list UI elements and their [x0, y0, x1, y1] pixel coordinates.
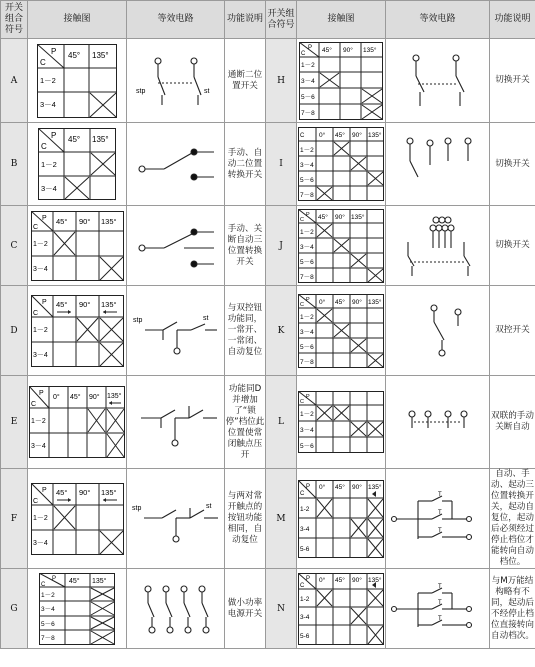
svg-text:3－4: 3－4 [300, 427, 314, 434]
table-row [1, 206, 535, 286]
contact-diagram [297, 286, 386, 376]
svg-text:45°: 45° [68, 135, 81, 144]
table-row [1, 39, 535, 123]
svg-text:45°: 45° [335, 483, 345, 491]
equivalent-circuit [386, 569, 490, 649]
contact-grid-l [298, 391, 384, 453]
code-cell: M [266, 469, 297, 569]
svg-text:C: C [300, 399, 304, 405]
circuit-k [396, 298, 480, 364]
svg-text:1－2: 1－2 [40, 75, 56, 85]
svg-text:3-4: 3-4 [300, 525, 310, 533]
svg-text:135°: 135° [368, 132, 382, 139]
equivalent-circuit [127, 569, 225, 649]
svg-text:C: C [300, 490, 305, 497]
contact-diagram [297, 206, 386, 286]
svg-text:P: P [51, 131, 57, 140]
svg-text:90°: 90° [78, 487, 90, 497]
svg-text:90°: 90° [78, 299, 90, 309]
svg-text:P: P [308, 44, 313, 51]
svg-text:3－4: 3－4 [31, 443, 46, 450]
svg-text:3－4: 3－4 [300, 162, 314, 169]
function-description: 与M万能结构略有不同，起动后不经停止档位直接转向自动档次。 [490, 569, 535, 649]
contact-diagram [28, 39, 127, 123]
code-cell: E [1, 376, 28, 469]
code-cell: L [266, 376, 297, 469]
table-row [1, 286, 535, 376]
svg-text:135°: 135° [351, 213, 365, 221]
contact-diagram [297, 123, 386, 206]
svg-text:P: P [41, 486, 47, 494]
svg-text:P: P [306, 211, 310, 218]
equivalent-circuit [127, 39, 225, 123]
svg-text:3－4: 3－4 [301, 77, 315, 85]
svg-text:1－2: 1－2 [41, 160, 57, 169]
svg-text:90°: 90° [352, 576, 362, 584]
code-cell: G [1, 569, 28, 649]
header-row [1, 1, 535, 39]
svg-text:135°: 135° [92, 135, 109, 144]
contact-grid-h [299, 42, 383, 120]
svg-text:P: P [52, 575, 57, 582]
circuit-d [131, 300, 221, 362]
svg-text:45°: 45° [335, 576, 345, 584]
code-cell: C [1, 206, 28, 286]
svg-text:5－6: 5－6 [300, 443, 314, 450]
svg-text:45°: 45° [70, 394, 81, 401]
contact-grid-b [38, 128, 116, 200]
svg-text:45°: 45° [55, 216, 67, 226]
equivalent-circuit [127, 469, 225, 569]
svg-text:7－8: 7－8 [41, 634, 55, 642]
contact-grid-a [37, 44, 117, 118]
svg-text:90°: 90° [78, 216, 90, 226]
equivalent-circuit [386, 286, 490, 376]
svg-text:T: T [437, 599, 442, 606]
svg-text:135°: 135° [100, 487, 117, 497]
circuit-e [131, 390, 221, 454]
contact-grid-f [31, 483, 124, 555]
svg-text:135°: 135° [100, 299, 117, 309]
svg-text:T: T [437, 509, 442, 516]
function-description: 手动、关断自动三位置转换开关 [225, 206, 266, 286]
svg-text:P: P [41, 298, 47, 306]
table-row [1, 569, 535, 649]
svg-text:90°: 90° [89, 394, 100, 401]
circuit-n [388, 579, 488, 639]
svg-text:45°: 45° [335, 298, 345, 306]
svg-text:1－2: 1－2 [32, 240, 48, 248]
contact-grid-k [298, 294, 384, 368]
svg-text:90°: 90° [343, 46, 353, 54]
svg-text:C: C [300, 133, 305, 139]
contact-diagram [28, 206, 127, 286]
function-description: 手动、自动二位置转换开关 [225, 123, 266, 206]
svg-text:1－2: 1－2 [41, 591, 55, 599]
equivalent-circuit [127, 123, 225, 206]
circuit-a [134, 51, 218, 111]
equivalent-circuit [386, 469, 490, 569]
svg-text:90°: 90° [335, 213, 345, 221]
svg-text:1－2: 1－2 [300, 147, 314, 154]
svg-text:T: T [437, 583, 442, 590]
contact-grid-g [39, 573, 115, 645]
svg-text:7－8: 7－8 [301, 109, 315, 117]
contact-diagram [297, 469, 386, 569]
contact-diagram [28, 469, 127, 569]
svg-text:1－2: 1－2 [301, 61, 315, 69]
code-cell: J [266, 206, 297, 286]
code-cell: F [1, 469, 28, 569]
svg-text:0°: 0° [319, 132, 326, 139]
contact-diagram [297, 376, 386, 469]
svg-text:C: C [300, 301, 304, 308]
code-cell: I [266, 123, 297, 206]
table-row [1, 376, 535, 469]
svg-text:P: P [51, 46, 57, 56]
contact-grid-c [31, 211, 124, 281]
code-cell: N [266, 569, 297, 649]
svg-text:st: st [205, 502, 211, 510]
function-description: 与两对常开触点的按钮功能相同，自动复位 [225, 469, 266, 569]
svg-text:5－6: 5－6 [41, 620, 55, 628]
header-circuit-left: 等效电路 [127, 1, 225, 39]
svg-text:stp: stp [132, 316, 142, 324]
table-row [1, 469, 535, 569]
function-description: 切换开关 [490, 39, 535, 123]
svg-text:7－8: 7－8 [300, 273, 314, 281]
header-circuit-right: 等效电路 [386, 1, 490, 39]
code-cell: B [1, 123, 28, 206]
svg-text:3-4: 3-4 [300, 613, 310, 621]
svg-text:3－4: 3－4 [41, 605, 55, 613]
svg-text:135°: 135° [92, 50, 109, 60]
svg-text:1-2: 1-2 [300, 505, 310, 513]
code-cell: K [266, 286, 297, 376]
svg-text:C: C [41, 581, 46, 588]
header-function-left: 功能说明 [225, 1, 266, 39]
contact-grid-d [31, 295, 124, 367]
svg-text:C: C [31, 401, 37, 408]
contact-diagram [28, 376, 127, 469]
svg-text:5－6: 5－6 [300, 177, 314, 184]
svg-text:3－4: 3－4 [41, 184, 57, 193]
equivalent-circuit [127, 376, 225, 469]
svg-text:stp: stp [135, 87, 145, 95]
function-description: 双联的手动关断自动 [490, 376, 535, 469]
header-contact-right: 接触图 [297, 1, 386, 39]
header-function-right: 功能说明 [490, 1, 535, 39]
svg-text:5－6: 5－6 [300, 258, 314, 266]
function-description: 与双控钮功能同，一常开、一常闭、自动复位 [225, 286, 266, 376]
function-description: 切换开关 [490, 123, 535, 206]
svg-text:C: C [32, 497, 38, 505]
contact-grid-e [29, 386, 125, 458]
contact-grid-n [298, 573, 384, 645]
circuit-i [396, 131, 480, 197]
svg-text:5－6: 5－6 [300, 343, 314, 351]
svg-text:135°: 135° [92, 577, 107, 585]
table-row [1, 123, 535, 206]
svg-text:45°: 45° [55, 487, 67, 497]
svg-text:3－4: 3－4 [40, 99, 56, 109]
svg-text:7－8: 7－8 [300, 192, 314, 199]
circuit-b [134, 139, 218, 189]
svg-text:135°: 135° [100, 216, 117, 226]
svg-text:5-6: 5-6 [300, 632, 310, 640]
contact-diagram [297, 569, 386, 649]
svg-text:90°: 90° [352, 298, 362, 306]
svg-text:C: C [32, 223, 38, 231]
svg-text:45°: 45° [318, 213, 328, 221]
svg-text:135°: 135° [363, 46, 377, 54]
svg-text:5－6: 5－6 [301, 93, 315, 101]
svg-text:45°: 45° [335, 132, 345, 139]
svg-text:st: st [203, 87, 209, 95]
svg-text:C: C [300, 582, 305, 589]
svg-text:135°: 135° [368, 576, 382, 584]
equivalent-circuit [386, 206, 490, 286]
svg-text:stp: stp [131, 504, 141, 512]
svg-text:C: C [41, 142, 47, 151]
svg-text:T: T [437, 615, 442, 622]
svg-text:135°: 135° [107, 393, 122, 400]
equivalent-circuit [386, 39, 490, 123]
svg-text:3－4: 3－4 [300, 243, 314, 251]
contact-grid-i [298, 127, 384, 201]
circuit-l [396, 402, 480, 442]
code-cell: D [1, 286, 28, 376]
svg-text:135°: 135° [368, 298, 382, 306]
equivalent-circuit [127, 286, 225, 376]
svg-text:P: P [306, 483, 311, 490]
circuit-m [388, 487, 488, 551]
equivalent-circuit [386, 376, 490, 469]
svg-text:T: T [437, 527, 442, 534]
svg-text:3－4: 3－4 [32, 265, 48, 273]
svg-text:0°: 0° [53, 394, 60, 401]
svg-text:C: C [40, 57, 46, 67]
contact-grid-j [298, 209, 384, 283]
svg-text:7－8: 7－8 [300, 358, 314, 366]
svg-text:45°: 45° [322, 46, 332, 54]
function-description: 双控开关 [490, 286, 535, 376]
svg-text:1－2: 1－2 [32, 326, 48, 334]
svg-text:C: C [300, 216, 304, 223]
function-description: 功能同D并增加了“锁停”档位此位置使常闭触点压开 [225, 376, 266, 469]
header-code-right: 开关组合符号 [266, 1, 297, 39]
svg-text:P: P [39, 390, 44, 397]
header-contact-left: 接触图 [28, 1, 127, 39]
function-description: 通断二位置开关 [225, 39, 266, 123]
svg-text:5-6: 5-6 [300, 545, 310, 553]
svg-text:P: P [306, 296, 310, 303]
circuit-c [134, 218, 218, 274]
function-description: 做小功率电源开关 [225, 569, 266, 649]
svg-text:45°: 45° [69, 577, 80, 585]
circuit-f [130, 488, 222, 550]
svg-text:0°: 0° [319, 298, 326, 306]
svg-text:45°: 45° [68, 50, 81, 60]
svg-text:3－4: 3－4 [32, 539, 48, 547]
svg-text:1-2: 1-2 [300, 595, 310, 603]
circuit-g [134, 577, 218, 641]
svg-text:0°: 0° [319, 576, 326, 584]
svg-text:1－2: 1－2 [300, 313, 314, 321]
svg-text:C: C [301, 50, 306, 57]
circuit-j [396, 212, 480, 280]
svg-text:P: P [306, 394, 310, 400]
contact-diagram [28, 286, 127, 376]
svg-text:0°: 0° [319, 483, 326, 491]
contact-grid-m [298, 480, 384, 558]
function-description: 自动、手动、起动三位置转换开关，起动自复位，起动后必须经过停止档位才能转向自动档位。 [491, 469, 534, 567]
svg-text:P: P [41, 214, 47, 222]
contact-diagram [28, 123, 127, 206]
svg-text:1－2: 1－2 [300, 228, 314, 236]
header-code-left: 开关组合符号 [1, 1, 28, 39]
svg-text:3－4: 3－4 [32, 351, 48, 359]
contact-diagram [297, 39, 386, 123]
svg-text:1－2: 1－2 [32, 514, 48, 522]
code-cell: H [266, 39, 297, 123]
svg-text:90°: 90° [352, 483, 362, 491]
function-description: 切换开关 [490, 206, 535, 286]
svg-text:C: C [32, 309, 38, 317]
equivalent-circuit [127, 206, 225, 286]
circuit-h [396, 48, 480, 114]
svg-text:1－2: 1－2 [31, 418, 46, 425]
svg-text:45°: 45° [55, 299, 67, 309]
svg-text:T: T [437, 491, 442, 498]
svg-text:135°: 135° [368, 483, 382, 491]
svg-text:3－4: 3－4 [300, 328, 314, 336]
equivalent-circuit [386, 123, 490, 206]
svg-text:1－2: 1－2 [300, 411, 314, 418]
contact-diagram [28, 569, 127, 649]
code-cell: A [1, 39, 28, 123]
svg-text:st: st [202, 314, 208, 322]
svg-text:90°: 90° [352, 132, 362, 139]
svg-text:P: P [306, 575, 311, 582]
